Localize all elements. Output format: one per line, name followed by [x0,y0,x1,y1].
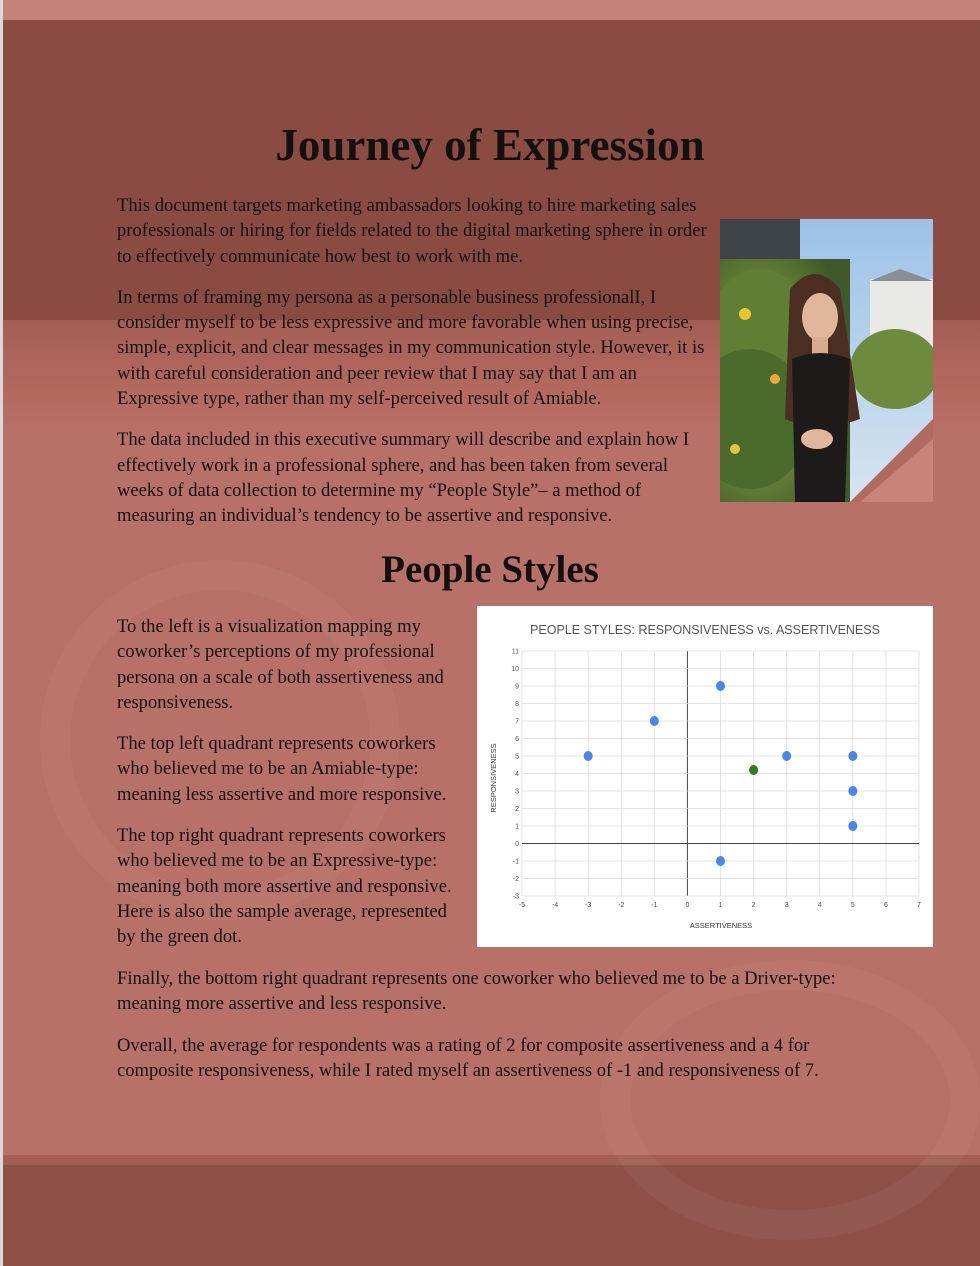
scatter-chart [477,606,933,947]
y-tick-label: 10 [511,666,519,673]
x-tick-label: 7 [917,902,921,909]
intro-paragraph: This document targets marketing ambassadors looking to hire marketing sales professionals or hiring for fields related to the digital marketing sphere in order to effectively communicate how best to work with me. [117,195,707,267]
people-styles-summary [117,966,877,1083]
scatter-chart-card [477,606,933,947]
x-tick-label: 6 [883,902,888,909]
x-tick-label: 0 [685,902,690,909]
data-point [716,681,725,691]
section-paragraph: Overall, the average for respondents was a rating of 2 for composite assertiveness and a 4 for composite responsiveness, while I rated myself an assertiveness of -1 and responsiveness of 7. [117,1034,819,1081]
y-tick-label: 6 [515,736,519,743]
chart-title: PEOPLE STYLES: RESPONSIVENESS vs. ASSERTIVENESS [530,623,880,637]
y-tick-label: 3 [515,788,519,796]
y-tick-label: -3 [512,893,519,901]
x-tick-label: 5 [850,902,855,909]
x-tick-label: -1 [651,902,658,909]
section-paragraph: Finally, the bottom right quadrant represents one coworker who believed me to be a Driver-type: meaning more assertive and less responsive. [117,968,836,1015]
y-tick-label: 7 [515,718,519,726]
y-tick-label: 11 [511,648,519,656]
y-axis-label: RESPONSIVENESS [489,743,498,813]
section-title: People Styles [381,548,599,591]
data-point [848,821,857,831]
people-styles-left-text [117,614,467,950]
y-tick-label: 9 [515,683,519,691]
data-point [716,856,725,866]
x-tick-label: 3 [784,902,789,909]
section-paragraph: The top right quadrant represents coworkers who believed me to be an Expressive-type: meaning both more assertive and responsive. Here is also the sample average, represented by the green dot. [117,825,452,948]
x-tick-label: 4 [817,902,822,909]
y-tick-label: -1 [512,858,519,866]
data-point [782,751,791,761]
y-tick-label: 2 [515,806,519,813]
intro-paragraph: In terms of framing my persona as a personable business professionalI, I consider myself to be less expressive and more favorable when using precise, simple, explicit, and clear messages in my communication style. However, it is with careful consideration and peer review that I may say that I am an Expressive type, rather than my self-perceived result of Amiable. [117,286,705,410]
x-tick-label: -3 [585,902,592,909]
page-title: Journey of Expression [275,120,705,170]
portrait-photo-icon [720,219,933,502]
y-tick-label: 8 [515,701,519,708]
y-tick-label: 1 [515,823,519,831]
chart-ticks [511,649,921,910]
section-paragraph: The top left quadrant represents coworkers who believed me to be an Amiable-type: meaning less assertive and more responsive. [117,733,447,805]
x-tick-label: -5 [518,902,526,909]
intro-paragraph: The data included in this executive summary will describe and explain how I effectively work in a professional sphere, and has been taken from several weeks of data collection to determine my “People Style”– a method of measuring an individual’s tendency to be assertive and responsive. [117,429,690,527]
data-point [848,786,857,796]
intro-section [117,193,717,529]
y-tick-label: -2 [512,876,519,883]
x-axis-label: ASSERTIVENESS [689,921,753,930]
page-left-edge [0,0,3,1266]
data-point [848,751,857,761]
data-point [650,716,659,726]
background-top-strip [0,0,980,20]
section-paragraph: To the left is a visualization mapping my coworker’s perceptions of my professional persona on a scale of both assertiveness and responsiveness. [117,616,444,713]
portrait-photo [720,219,933,502]
x-tick-label: 1 [718,902,723,909]
x-tick-label: -4 [551,902,559,909]
x-tick-label: -2 [618,902,625,909]
average-point [749,765,758,775]
y-tick-label: 4 [515,771,519,778]
y-tick-label: 0 [515,841,519,848]
y-tick-label: 5 [515,753,519,761]
x-tick-label: 2 [751,902,756,909]
data-point [584,751,593,761]
